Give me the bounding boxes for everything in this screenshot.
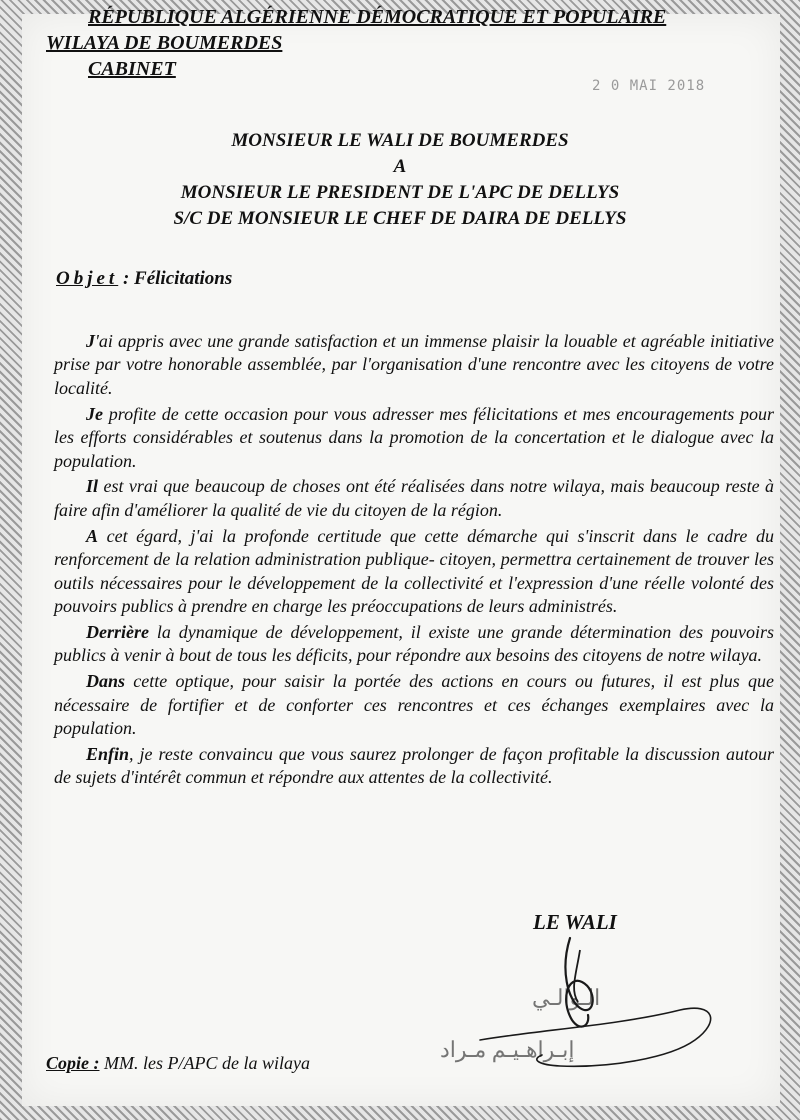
copy-text: MM. les P/APC de la wilaya — [99, 1053, 310, 1073]
paragraph: Derrière la dynamique de développement, il existe une grande détermination des pouvoirs publics à venir à bout de tous les déficits, pour répondre aux besoins des citoyens de notre wilaya. — [54, 621, 774, 666]
address-from: MONSIEUR LE WALI DE BOUMERDES — [231, 130, 569, 151]
paragraph: Je profite de cette occasion pour vous adresser mes félicitations et mes encouragements pour les efforts considérables et soutenus dans la promotion de la concertation et le dialogue avec la population. — [54, 403, 774, 471]
address-to-word: A — [393, 156, 407, 177]
paragraph: Il est vrai que beaucoup de choses ont été réalisées dans notre wilaya, mais beaucoup reste à faire afin d'améliorer la qualité de vie du citoyen de la région. — [54, 476, 774, 520]
header-republic: RÉPUBLIQUE ALGÉRIENNE DÉMOCRATIQUE ET POPULAIRE — [88, 6, 667, 28]
copy-label: Copie : — [46, 1053, 100, 1073]
paragraph: Enfin, je reste convaincu que vous saurez prolonger de façon profitable la discussion autour de sujets d'intérêt commun et répondre aux attentes de la collectivité. — [54, 743, 774, 788]
handwritten-signature — [420, 930, 750, 1085]
arabic-title-stamp: الـوالـي — [532, 985, 601, 1010]
subject-line — [56, 268, 232, 290]
signature-title: LE WALI — [533, 910, 617, 934]
copy-line — [46, 1053, 310, 1074]
address-block — [0, 128, 800, 232]
letter-body — [54, 330, 774, 792]
subject-separator: : — [118, 268, 135, 289]
header-cabinet: CABINET — [88, 58, 176, 80]
subject-value: Félicitations — [134, 268, 233, 289]
subject-label: Objet — [56, 268, 119, 289]
address-to: MONSIEUR LE PRESIDENT DE L'APC DE DELLYS — [180, 182, 620, 203]
date-stamp: 2 0 MAI 2018 — [592, 78, 706, 94]
paragraph: A cet égard, j'ai la profonde certitude que cette démarche qui s'inscrit dans le cadre du renforcement de la relation administration publique- citoyen, permettra certainement de trouver les outils nécessaires pour le développement de la collectivité et l'expression d'une réelle volonté des pouvoirs publics à prendre en charge les préoccupations de leurs administrés. — [54, 525, 774, 616]
paragraph: J'ai appris avec une grande satisfaction et un immense plaisir la louable et agréable initiative prise par votre honorable assemblée, par l'organisation d'une rencontre avec les citoyens de votre localité. — [54, 331, 774, 398]
paragraph: Dans cette optique, pour saisir la portée des actions en cours ou futures, il est plus que nécessaire de fortifier et de conforter ces rencontres et ces échanges exemplaires avec la population. — [54, 671, 774, 738]
address-via: S/C DE MONSIEUR LE CHEF DE DAIRA DE DELLYS — [173, 208, 627, 229]
header-wilaya: WILAYA DE BOUMERDES — [46, 32, 283, 54]
arabic-name-stamp: إبـراهـيـم مـراد — [440, 1037, 575, 1062]
